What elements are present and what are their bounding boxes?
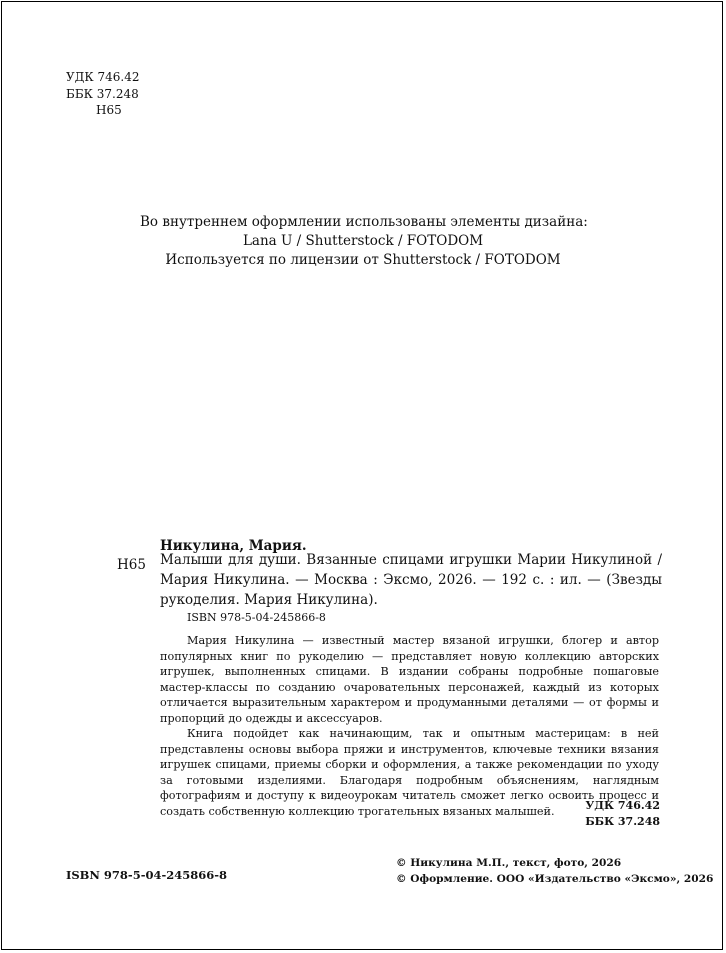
bbk-code-bottom: ББК 37.248	[585, 814, 660, 828]
design-credits-line2: Lana U / Shutterstock / FOTODOM	[242, 233, 484, 249]
isbn-inner: ISBN 978-5-04-245866-8	[187, 611, 326, 624]
copyright-design: © Оформление. ООО «Издательство «Эксмо», 2026	[396, 872, 714, 885]
author-mark-side: Н65	[117, 557, 146, 573]
udk-code: УДК 746.42	[66, 70, 140, 84]
annotation	[160, 633, 659, 819]
design-credits	[140, 213, 586, 270]
bbk-code: ББК 37.248	[66, 86, 139, 101]
classification-block	[66, 69, 140, 119]
design-credits-line3: Используется по лицензии от Shutterstock / FOTODOM	[165, 252, 561, 268]
copyright-block	[396, 856, 713, 887]
annotation-paragraph-1: Мария Никулина — известный мастер вязаной игрушки, блогер и автор популярных книг по рукоделию — представляет новую коллекцию авторских игрушек, выполненных спицами. В издании собраны подробные пошаговые мастер-классы по созданию очаровательных персонажей, каждый из которых отличается выразительным характером и продуманными деталями — от формы и пропорций до одежды и аксессуаров.	[160, 634, 659, 725]
annotation-paragraph-2: Книга подойдет как начинающим, так и опытным мастерицам: в ней представлены основы выбора пряжи и инструментов, ключевые техники вязания игрушек спицами, приемы сборки и оформления, а также рекомендации по уходу за готовыми изделиями. Благодаря подробным объяснениям, наглядным фотографиям и доступу к видеоурокам читатель сможет легко освоить процесс и создать собственную коллекцию трогательных вязаных малышей.	[160, 727, 659, 818]
isbn-footer: ISBN 978-5-04-245866-8	[66, 868, 228, 882]
design-credits-line1: Во внутреннем оформлении использованы элементы дизайна:	[140, 214, 588, 230]
classification-bottom	[560, 798, 660, 829]
title-description-text: Малыши для души. Вязанные спицами игрушки Марии Никулиной / Мария Никулина. — Москва : Эксмо, 2026. — 192 с. : ил. — (Звезды рукоделия. Мария Никулина).	[160, 552, 662, 608]
title-description	[160, 550, 662, 610]
author-heading: Никулина, Мария.	[160, 538, 307, 554]
author-mark: Н65	[96, 103, 122, 117]
udk-code-bottom: УДК 746.42	[585, 799, 660, 812]
copyright-text: © Никулина М.П., текст, фото, 2026	[396, 857, 622, 869]
